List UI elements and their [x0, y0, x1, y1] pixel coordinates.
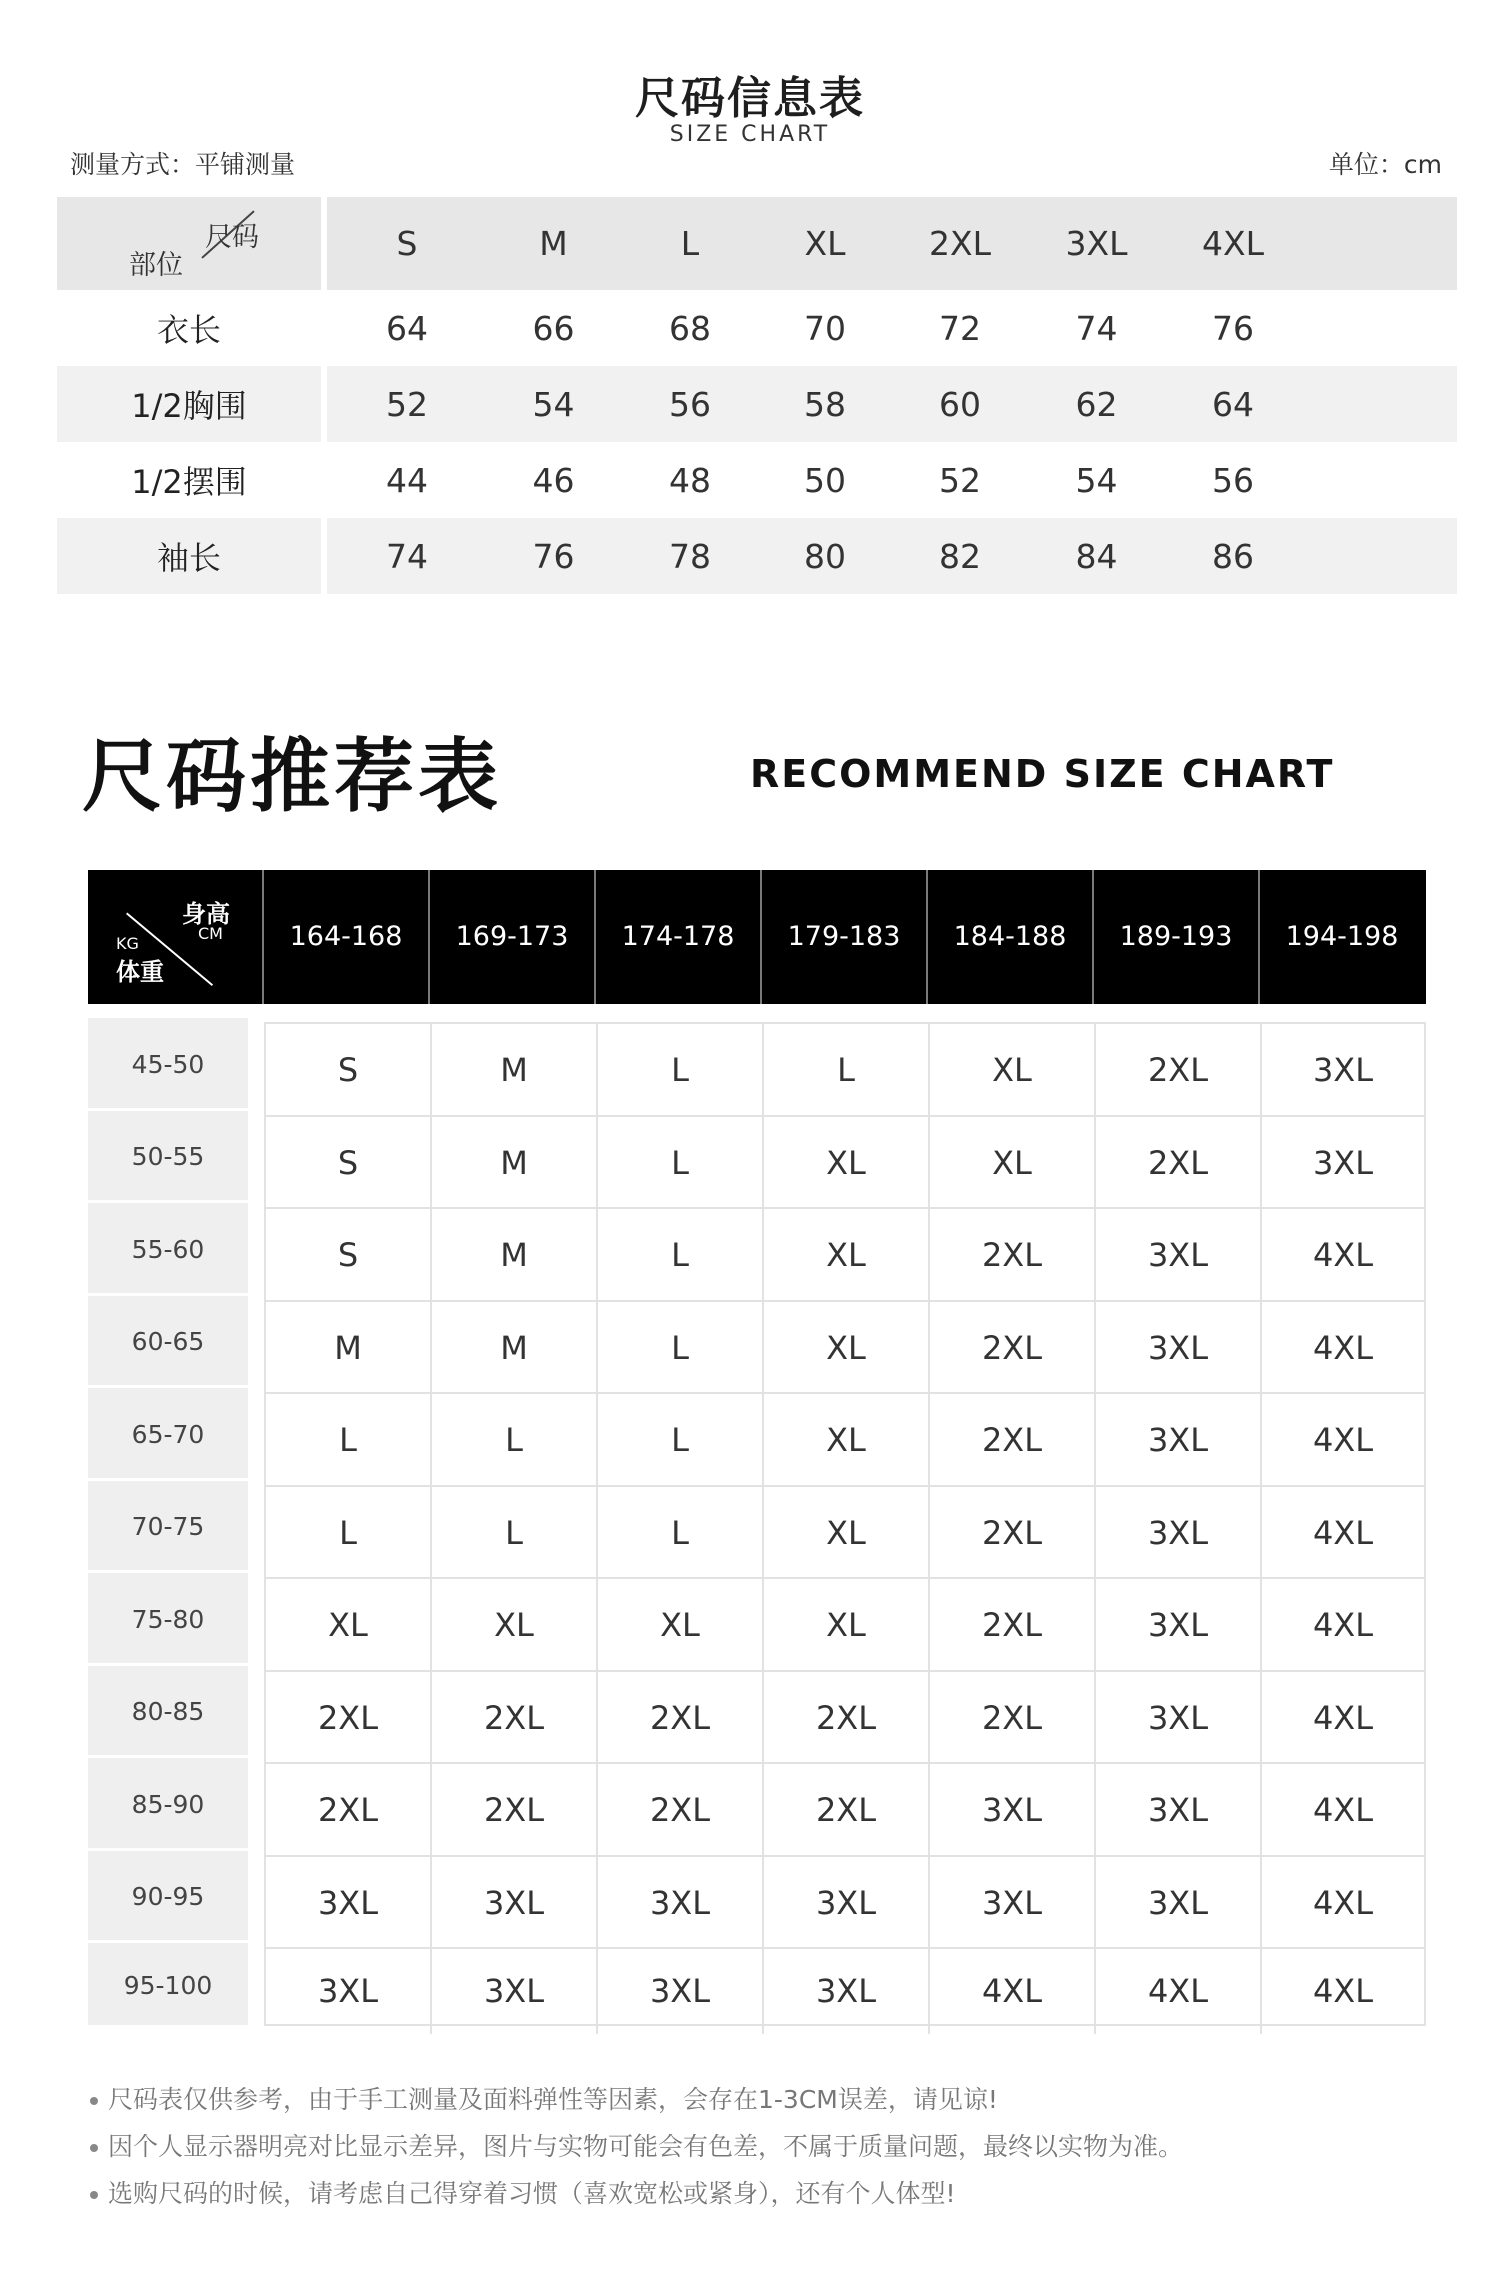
table-cell: 82 [890, 518, 1030, 594]
size-cell: 3XL [1096, 1764, 1262, 1857]
size-header: S [327, 197, 487, 290]
size-cell: L [266, 1487, 432, 1579]
size-cell: XL [432, 1579, 598, 1672]
size-cell: M [266, 1302, 432, 1394]
size-cell: 2XL [930, 1209, 1096, 1302]
size-cell: L [598, 1302, 764, 1394]
weight-column [88, 1018, 248, 2028]
size-cell: M [432, 1302, 598, 1394]
size-header: 4XL [1163, 197, 1303, 290]
size-cell: 3XL [266, 1857, 432, 1949]
size-cell: 4XL [1262, 1487, 1424, 1579]
weight-cell: 55-60 [88, 1203, 248, 1296]
size-cell: M [432, 1209, 598, 1302]
size-header: 3XL [1030, 197, 1163, 290]
note-item [90, 2076, 1183, 2123]
row-spacer [1303, 442, 1457, 518]
table-cell: 44 [386, 460, 428, 500]
size-cell: 4XL [1262, 1209, 1424, 1302]
size-header: M [487, 197, 620, 290]
size-cell: 2XL [266, 1672, 432, 1764]
corner-size-label: 尺码 [205, 222, 259, 253]
size-cell: XL [930, 1024, 1096, 1117]
note-text: 尺码表仅供参考，由于手工测量及面料弹性等因素，会存在1-3CM误差，请见谅! [108, 2085, 998, 2114]
table-cell: 74 [327, 518, 487, 594]
height-header-cell: 169-173 [428, 870, 594, 1004]
header-corner [57, 197, 327, 290]
size-cell: S [266, 1117, 432, 1209]
size-cell: S [266, 1024, 432, 1117]
size-cell: XL [764, 1209, 930, 1302]
table-cell: 46 [532, 460, 575, 500]
corner-kg-label: KG [116, 934, 139, 953]
table-cell: 52 [939, 460, 981, 500]
size-cell: 3XL [1262, 1117, 1424, 1209]
size-cell: 2XL [930, 1579, 1096, 1672]
recommend-grid [264, 1022, 1426, 2026]
table-cell: 50 [804, 460, 846, 500]
size-cell: M [432, 1117, 598, 1209]
height-header-cell: 184-188 [926, 870, 1092, 1004]
size-cell: S [266, 1209, 432, 1302]
weight-cell: 75-80 [88, 1573, 248, 1666]
row-label: 1/2胸围 [57, 366, 327, 442]
size-header: XL [760, 197, 890, 290]
height-header-cell: 164-168 [262, 870, 428, 1004]
table-cell: 86 [1163, 518, 1303, 594]
size-cell: 2XL [1096, 1024, 1262, 1117]
size-header: L [620, 197, 760, 290]
size-cell: 3XL [1096, 1209, 1262, 1302]
size-info-title: 尺码信息表 [635, 73, 865, 124]
size-info-table [57, 197, 1457, 594]
weight-cell: 85-90 [88, 1758, 248, 1851]
size-cell: 4XL [1096, 1949, 1262, 2034]
table-cell: 76 [487, 518, 620, 594]
table-cell: 70 [804, 308, 846, 348]
size-cell: 3XL [764, 1949, 930, 2034]
weight-cell: 65-70 [88, 1388, 248, 1481]
size-cell: 3XL [1096, 1487, 1262, 1579]
size-cell: 3XL [930, 1857, 1096, 1949]
size-cell: 3XL [1096, 1672, 1262, 1764]
size-cell: 2XL [598, 1672, 764, 1764]
corner-part-label: 部位 [129, 250, 183, 281]
note-item [90, 2123, 1183, 2170]
recommend-corner [88, 870, 260, 1004]
table-cell: 66 [532, 308, 575, 348]
size-cell: L [598, 1487, 764, 1579]
size-cell: 2XL [598, 1764, 764, 1857]
size-cell: 3XL [930, 1764, 1096, 1857]
size-cell: XL [764, 1394, 930, 1487]
table-cell: 78 [620, 518, 760, 594]
size-cell: XL [266, 1579, 432, 1672]
size-cell: 2XL [1096, 1117, 1262, 1209]
recommend-subtitle: RECOMMEND SIZE CHART [750, 752, 1335, 796]
weight-cell: 60-65 [88, 1296, 248, 1388]
table-cell: 68 [669, 308, 711, 348]
row-label: 袖长 [57, 518, 327, 594]
size-cell: L [266, 1394, 432, 1487]
table-row [57, 442, 1457, 518]
weight-cell: 45-50 [88, 1018, 248, 1111]
height-header-cell: 194-198 [1258, 870, 1424, 1004]
size-cell: 2XL [432, 1672, 598, 1764]
size-cell: 4XL [930, 1949, 1096, 2034]
size-header: 2XL [890, 197, 1030, 290]
bullet-icon [90, 2191, 98, 2199]
header-spacer [1303, 197, 1457, 290]
size-cell: 3XL [1096, 1394, 1262, 1487]
table-cell: 74 [1075, 308, 1118, 348]
table-cell: 60 [890, 366, 1030, 442]
table-cell: 58 [760, 366, 890, 442]
size-cell: 3XL [598, 1857, 764, 1949]
table-cell: 84 [1030, 518, 1163, 594]
table-cell: 64 [1163, 366, 1303, 442]
size-cell: 2XL [930, 1394, 1096, 1487]
size-cell: 2XL [266, 1764, 432, 1857]
size-cell: 2XL [930, 1487, 1096, 1579]
weight-cell: 80-85 [88, 1666, 248, 1758]
table-cell: 56 [1212, 460, 1254, 500]
bullet-icon [90, 2097, 98, 2105]
table-cell: 54 [487, 366, 620, 442]
size-cell: XL [764, 1302, 930, 1394]
size-cell: 4XL [1262, 1857, 1424, 1949]
size-cell: L [432, 1487, 598, 1579]
size-cell: 3XL [598, 1949, 764, 2034]
height-header-cell: 179-183 [760, 870, 926, 1004]
size-cell: 2XL [764, 1672, 930, 1764]
size-cell: 4XL [1262, 1764, 1424, 1857]
table-cell: 52 [327, 366, 487, 442]
bullet-icon [90, 2144, 98, 2152]
size-cell: 2XL [432, 1764, 598, 1857]
size-cell: L [432, 1394, 598, 1487]
size-header-row [57, 197, 1457, 290]
table-cell: 72 [939, 308, 981, 348]
height-header-cell: 189-193 [1092, 870, 1258, 1004]
size-cell: 3XL [432, 1949, 598, 2034]
size-cell: XL [764, 1579, 930, 1672]
size-cell: XL [598, 1579, 764, 1672]
row-spacer [1303, 366, 1457, 442]
recommend-title: 尺码推荐表 [82, 730, 502, 823]
size-cell: 3XL [1096, 1857, 1262, 1949]
size-cell: 3XL [1096, 1302, 1262, 1394]
corner-weight-label: 体重 [116, 958, 164, 986]
weight-cell: 70-75 [88, 1481, 248, 1573]
note-text: 选购尺码的时候，请考虑自己得穿着习惯（喜欢宽松或紧身），还有个人体型! [108, 2179, 956, 2208]
size-cell: 4XL [1262, 1579, 1424, 1672]
size-cell: L [598, 1394, 764, 1487]
row-label: 衣长 [57, 290, 327, 366]
size-cell: L [598, 1024, 764, 1117]
corner-cm-label: CM [198, 924, 223, 943]
size-cell: 4XL [1262, 1672, 1424, 1764]
size-cell: L [598, 1117, 764, 1209]
size-cell: 3XL [1262, 1024, 1424, 1117]
size-cell: 4XL [1312, 1972, 1374, 2010]
size-cell: 3XL [432, 1857, 598, 1949]
size-cell: XL [764, 1117, 930, 1209]
row-spacer [1303, 290, 1457, 366]
size-cell: XL [930, 1117, 1096, 1209]
table-row [57, 518, 1457, 594]
size-cell: XL [764, 1487, 930, 1579]
weight-cell: 90-95 [88, 1851, 248, 1943]
row-label: 1/2摆围 [57, 442, 327, 518]
size-cell: 2XL [930, 1302, 1096, 1394]
size-cell: L [764, 1024, 930, 1117]
size-cell: 3XL [1096, 1579, 1262, 1672]
size-info-subtitle: SIZE CHART [669, 122, 831, 147]
size-cell: L [598, 1209, 764, 1302]
note-item [90, 2170, 1183, 2217]
weight-cell: 95-100 [88, 1943, 248, 2028]
unit-label: 单位：cm [1328, 150, 1442, 179]
table-cell: 54 [1075, 460, 1118, 500]
table-row [57, 366, 1457, 442]
corner-height-label: 身高 [182, 900, 230, 928]
height-header-row [88, 870, 1426, 1004]
table-cell: 64 [386, 308, 428, 348]
size-cell: 2XL [930, 1672, 1096, 1764]
size-cell: 4XL [1262, 1302, 1424, 1394]
table-cell: 80 [760, 518, 890, 594]
note-text: 因个人显示器明亮对比显示差异，图片与实物可能会有色差，不属于质量问题，最终以实物为准。 [108, 2132, 1184, 2161]
table-row [57, 290, 1457, 366]
size-cell: 3XL [266, 1949, 432, 2034]
row-spacer [1303, 518, 1457, 594]
size-cell: 4XL [1262, 1394, 1424, 1487]
height-header-cell: 174-178 [594, 870, 760, 1004]
table-cell: 48 [669, 460, 711, 500]
table-cell: 56 [620, 366, 760, 442]
size-cell: 3XL [764, 1857, 930, 1949]
measure-method: 测量方式：平铺测量 [70, 150, 296, 179]
size-cell: 2XL [764, 1764, 930, 1857]
weight-cell: 50-55 [88, 1111, 248, 1203]
table-cell: 76 [1212, 308, 1254, 348]
notes [90, 2076, 1183, 2217]
table-cell: 62 [1030, 366, 1163, 442]
size-cell: M [432, 1024, 598, 1117]
